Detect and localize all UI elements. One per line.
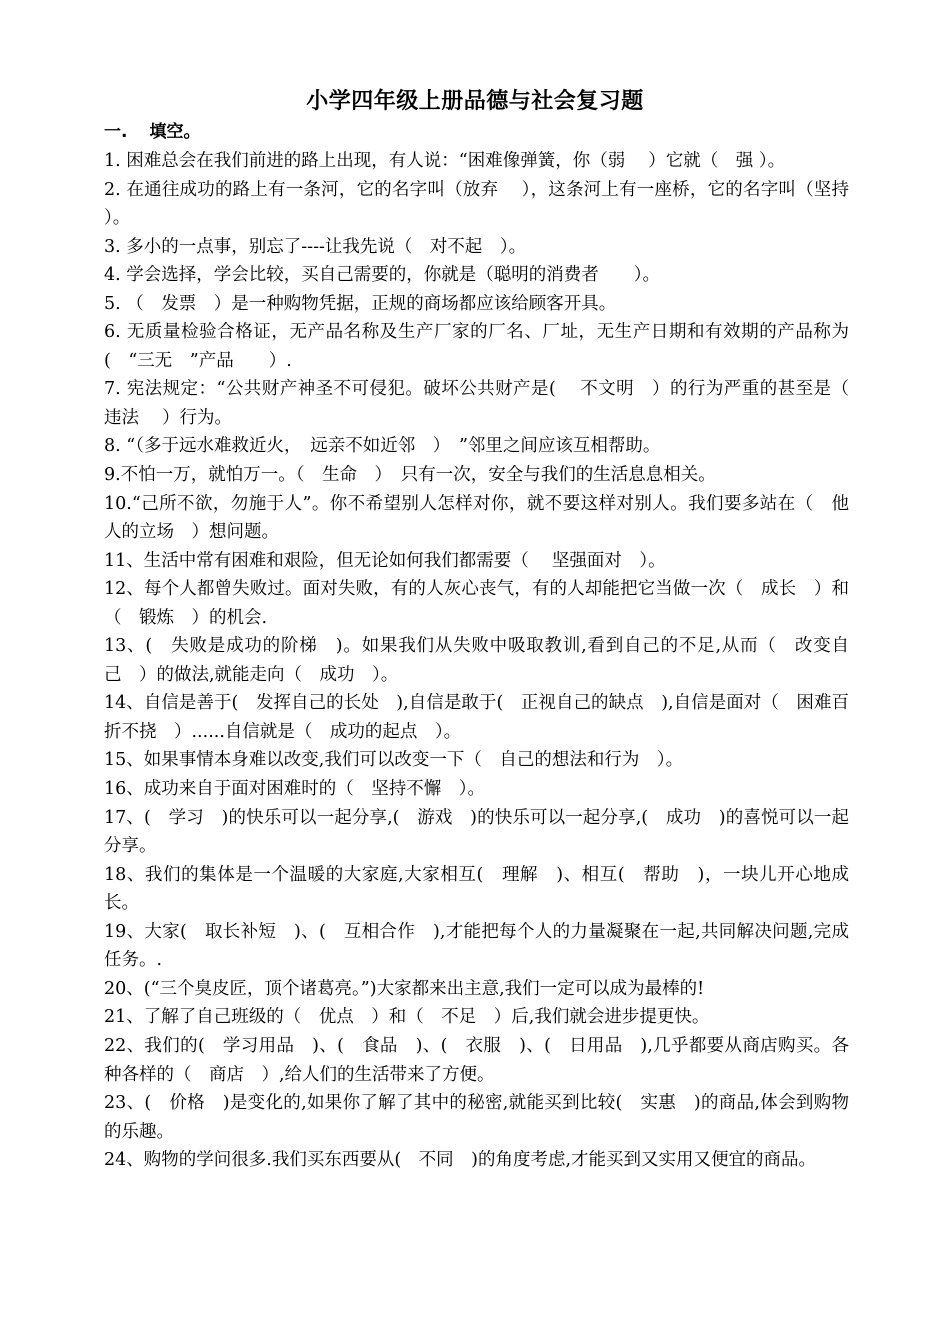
question-item: 24、购物的学问很多.我们买东西要从( 不同 )的角度考虑,才能买到又实用又便宜的商品。	[104, 1150, 817, 1171]
question-item: 23、( 价格 )是变化的,如果你了解了其中的秘密,就能买到比较( 实惠 )的商品,体会到购物的乐趣。	[104, 1093, 849, 1142]
question-item: 11、生活中常有困难和艰险，但无论如何我们都需要（ 坚强面对 ）。	[104, 550, 666, 571]
question-item: 9.不怕一万，就怕万一。（ 生命 ） 只有一次，安全与我们的生活息息相关。	[104, 465, 716, 486]
question-item: 18、我们的集体是一个温暖的大家庭,大家相互( 理解 )、相互( 帮助 )，一块儿开心地成长。	[104, 864, 849, 914]
question-item: 20、(“三个臭皮匠，顶个诸葛亮。”)大家都来出主意,我们一定可以成为最棒的!	[104, 978, 705, 999]
question-item: 19、大家( 取长补短 )、( 互相合作 ),才能把每个人的力量凝聚在一起,共同解决问题,完成任务。.	[104, 921, 849, 971]
section-number: 一.	[104, 122, 128, 142]
question-list	[104, 147, 873, 1175]
question-item: 7. 宪法规定：“公共财产神圣不可侵犯。破坏公共财产是( 不文明 ）的行为严重的甚至是（ 违法 ）行为。	[104, 379, 873, 428]
question-item: 1. 困难总会在我们前进的路上出现，有人说：“困难像弹簧，你（弱 ）它就（ 强 ）。	[104, 151, 786, 171]
question-item: 4. 学会选择，学会比较，买自己需要的，你就是（聪明的消费者 ）。	[104, 265, 661, 286]
question-item: 13、( 失败是成功的阶梯 )。如果我们从失败中吸取教训,看到自己的不足,从而（ 改变自己 ）的做法,就能走向（ 成功 ）。	[104, 636, 849, 685]
question-item: 6. 无质量检验合格证，无产品名称及生产厂家的厂名、厂址，无生产日期和有效期的产品称为( “三无 ”产品 ）.	[104, 322, 849, 371]
question-item: 16、成功来自于面对困难时的（ 坚持不懈 ）。	[104, 779, 486, 800]
question-item: 12、每个人都曾失败过。面对失败，有的人灰心丧气，有的人却能把它当做一次（ 成长 ）和（ 锻炼 ）的机会.	[104, 579, 849, 628]
question-item: 5. （ 发票 ）是一种购物凭据，正规的商场都应该给顾客开具。	[104, 293, 617, 314]
question-item: 14、自信是善于( 发挥自己的长处 ),自信是敢于( 正视自己的缺点 ),自信是面对（ 困难百折不挠 ）......自信就是（ 成功的起点 ）。	[104, 693, 849, 742]
section-heading	[104, 120, 200, 144]
question-item: 21、了解了自己班级的（ 优点 ）和（ 不足 ）后,我们就会进步提更快。	[104, 1007, 710, 1028]
section-label: 填空。	[149, 122, 201, 142]
question-item: 22、我们的( 学习用品 )、( 食品 )、( 衣服 )、( 日用品 ),几乎都要从商店购买。各种各样的（ 商店 ）,给人们的生活带来了方便。	[104, 1035, 849, 1085]
question-item: 8. “（多于远水难救近火， 远亲不如近邻 ） ”邻里之间应该互相帮助。	[104, 436, 661, 457]
question-item: 2. 在通往成功的路上有一条河，它的名字叫（放弃 ），这条河上有一座桥，它的名字叫（坚持 ）。	[104, 179, 873, 229]
question-item: 15、如果事情本身难以改变,我们可以改变一下（ 自己的想法和行为 ）。	[104, 750, 684, 771]
document-title: 小学四年级上册品德与社会复习题	[306, 89, 644, 114]
question-item: 17、( 学习 )的快乐可以一起分享,( 游戏 )的快乐可以一起分享,( 成功 )的喜悦可以一起分享。	[104, 807, 849, 857]
question-item: 10.“己所不欲，勿施于人”。你不希望别人怎样对你，就不要这样对别人。我们要多站在（ 他人的立场 ）想问题。	[104, 493, 849, 543]
question-item: 3. 多小的一点事，别忘了----让我先说（ 对不起 ）。	[104, 236, 527, 257]
